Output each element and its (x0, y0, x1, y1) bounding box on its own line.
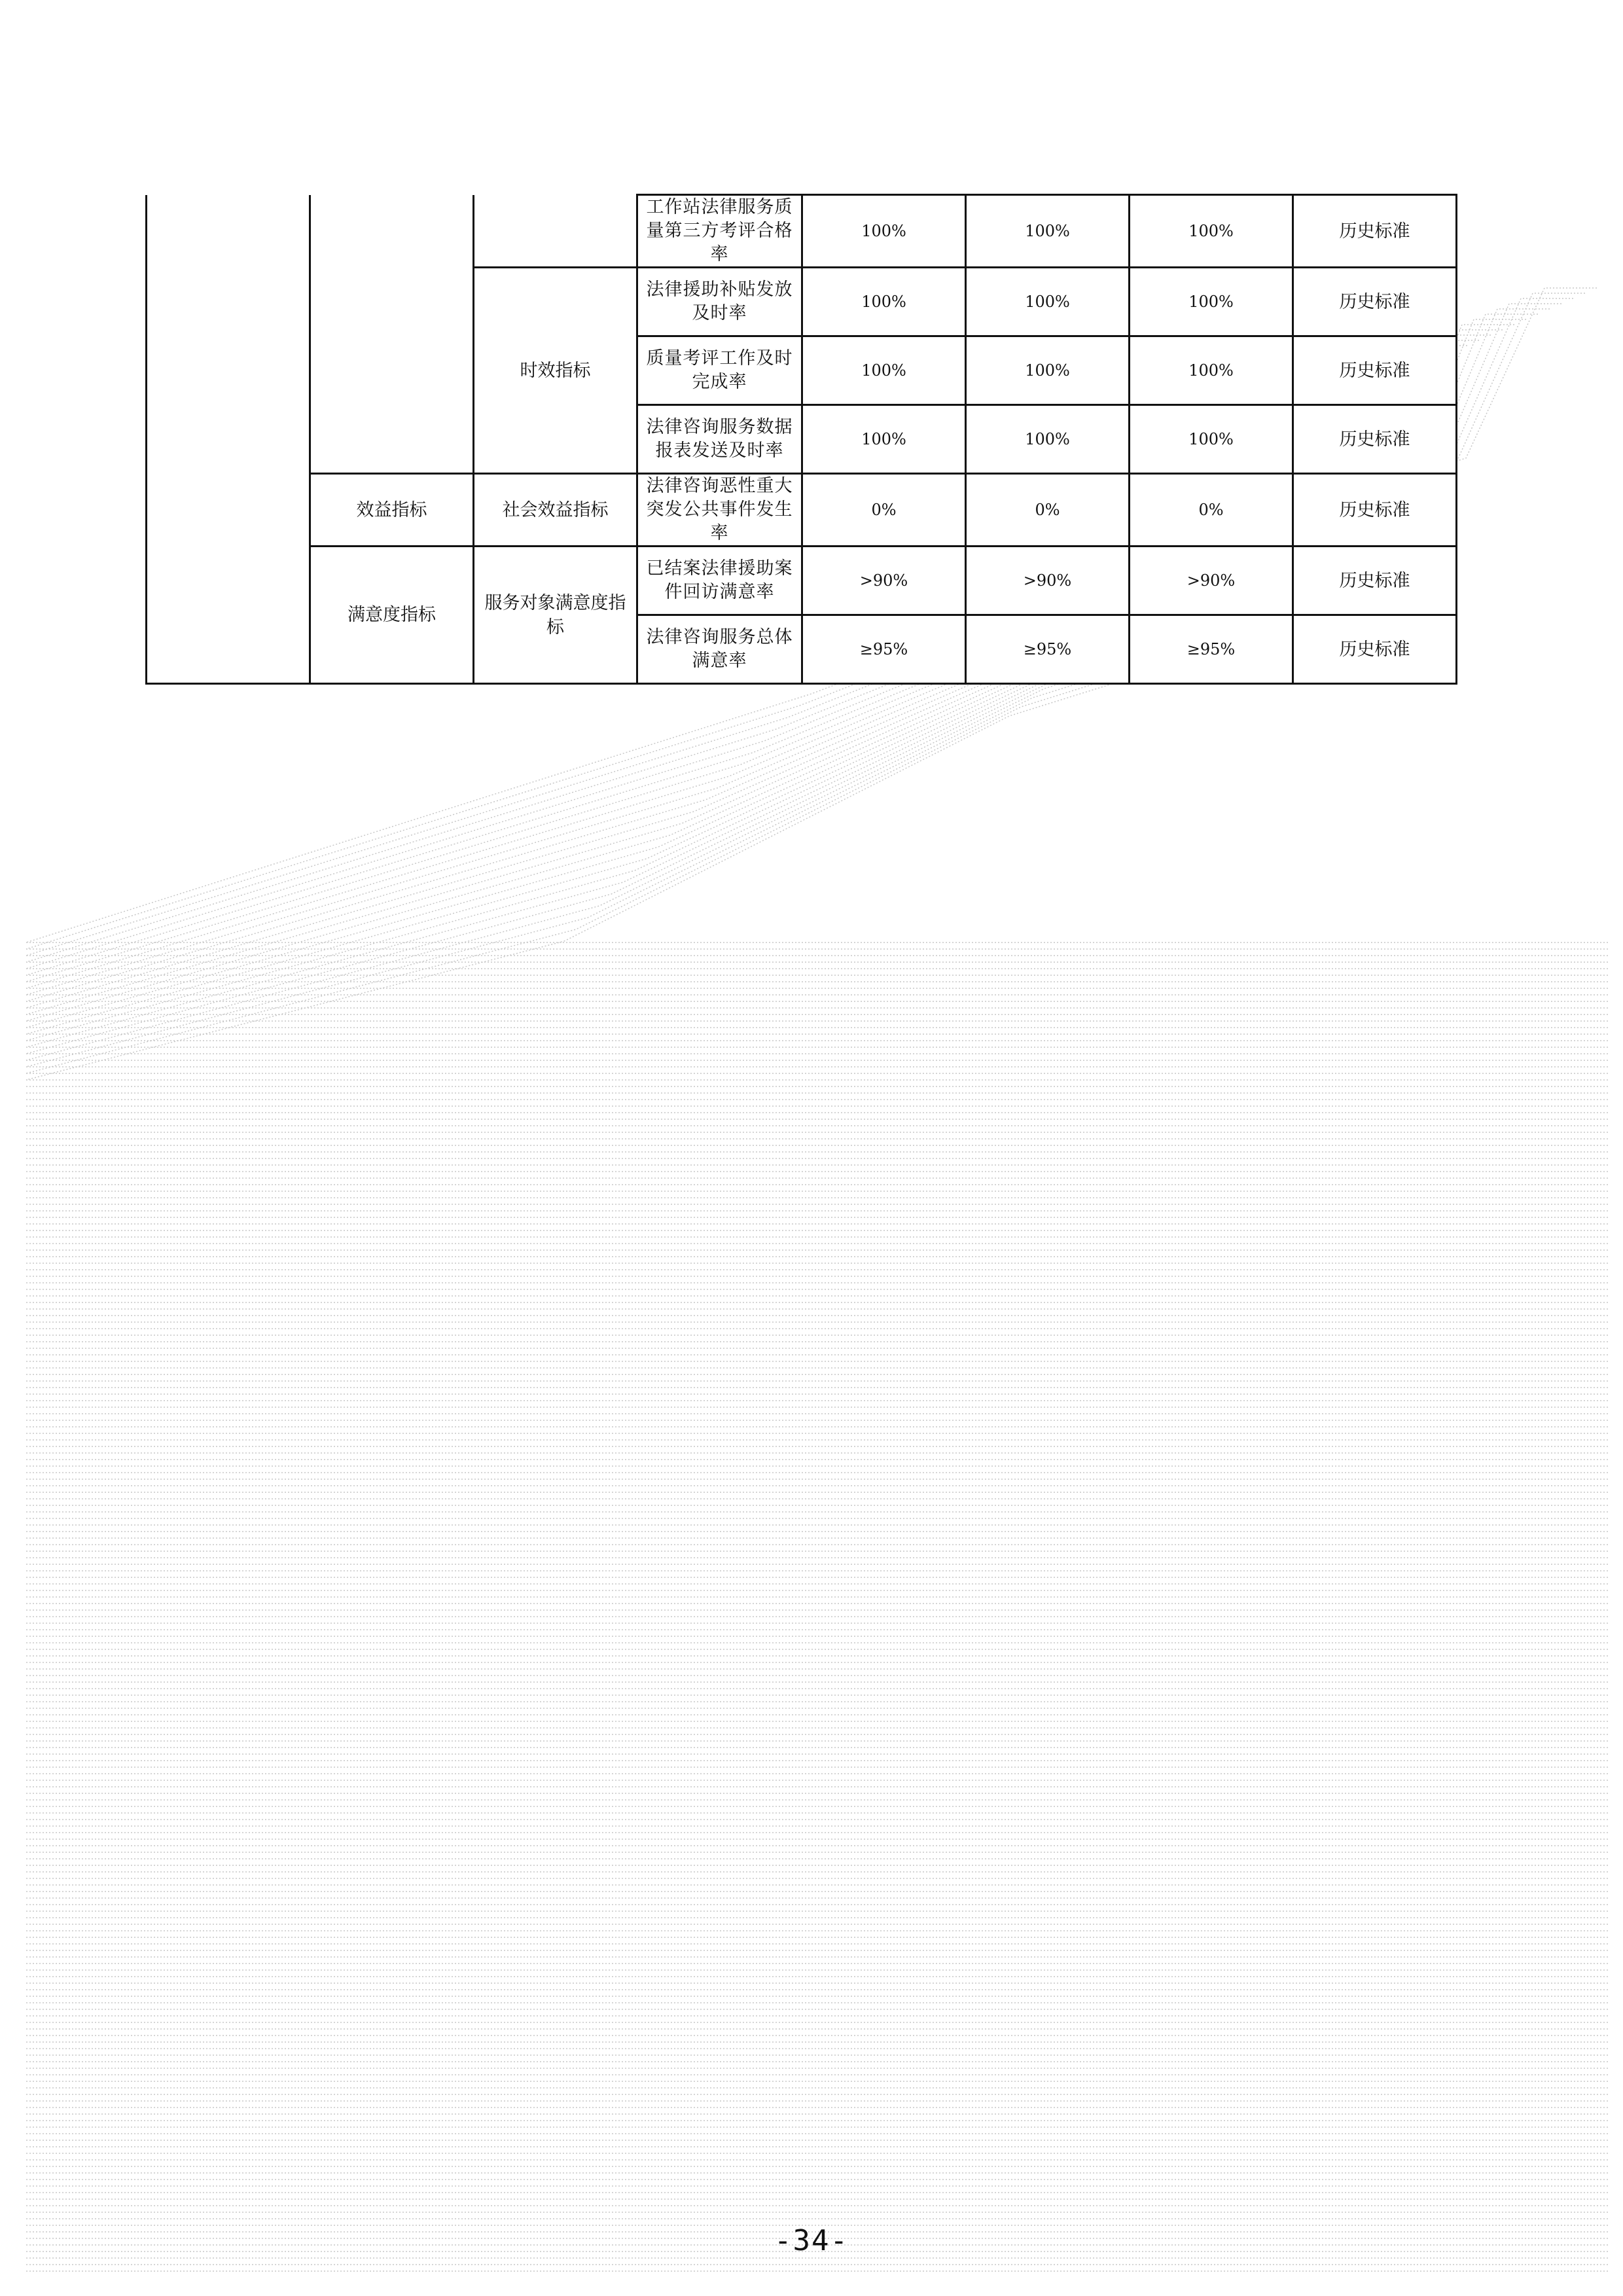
indicator-basis: 历史标准 (1293, 547, 1457, 615)
indicator-value: 100% (1130, 268, 1293, 336)
level3-indicator-cell: 服务对象满意度指标 (474, 547, 637, 684)
indicator-value: 100% (966, 195, 1130, 268)
level3-indicator-cell: 社会效益指标 (474, 474, 637, 547)
indicator-basis: 历史标准 (1293, 405, 1457, 474)
level1-indicator-cell (147, 195, 310, 684)
performance-indicator-table (145, 194, 1457, 685)
indicator-value: 100% (966, 405, 1130, 474)
indicator-basis: 历史标准 (1293, 195, 1457, 268)
indicator-basis: 历史标准 (1293, 336, 1457, 405)
indicator-value: ≥95% (966, 615, 1130, 684)
indicator-value: 0% (966, 474, 1130, 547)
indicator-value: 100% (802, 195, 966, 268)
indicator-value: >90% (802, 547, 966, 615)
page-number: -34- (774, 2224, 849, 2257)
table-row (147, 195, 1457, 268)
table-row (147, 547, 1457, 615)
indicator-value: >90% (1130, 547, 1293, 615)
indicator-value: 100% (966, 336, 1130, 405)
indicator-value: 100% (802, 336, 966, 405)
indicator-basis: 历史标准 (1293, 268, 1457, 336)
indicator-value: 100% (1130, 336, 1293, 405)
indicator-name: 工作站法律服务质量第三方考评合格率 (637, 195, 802, 268)
indicator-value: 100% (1130, 405, 1293, 474)
level2-indicator-cell: 效益指标 (310, 474, 474, 547)
level2-indicator-cell: 满意度指标 (310, 547, 474, 684)
table-row (147, 474, 1457, 547)
indicator-value: 100% (966, 268, 1130, 336)
indicator-value: 100% (1130, 195, 1293, 268)
indicator-name: 已结案法律援助案件回访满意率 (637, 547, 802, 615)
indicator-basis: 历史标准 (1293, 615, 1457, 684)
indicator-value: ≥95% (802, 615, 966, 684)
indicator-value: 0% (802, 474, 966, 547)
indicator-value: 100% (802, 268, 966, 336)
indicator-name: 法律援助补贴发放及时率 (637, 268, 802, 336)
level2-indicator-cell (310, 195, 474, 474)
indicator-value: 0% (1130, 474, 1293, 547)
indicator-basis: 历史标准 (1293, 474, 1457, 547)
indicator-value: ≥95% (1130, 615, 1293, 684)
indicator-name: 质量考评工作及时完成率 (637, 336, 802, 405)
indicator-value: >90% (966, 547, 1130, 615)
indicator-name: 法律咨询恶性重大突发公共事件发生率 (637, 474, 802, 547)
level3-indicator-cell: 时效指标 (474, 268, 637, 474)
indicator-name: 法律咨询服务总体满意率 (637, 615, 802, 684)
indicator-value: 100% (802, 405, 966, 474)
level3-indicator-cell (474, 195, 637, 268)
indicator-name: 法律咨询服务数据报表发送及时率 (637, 405, 802, 474)
